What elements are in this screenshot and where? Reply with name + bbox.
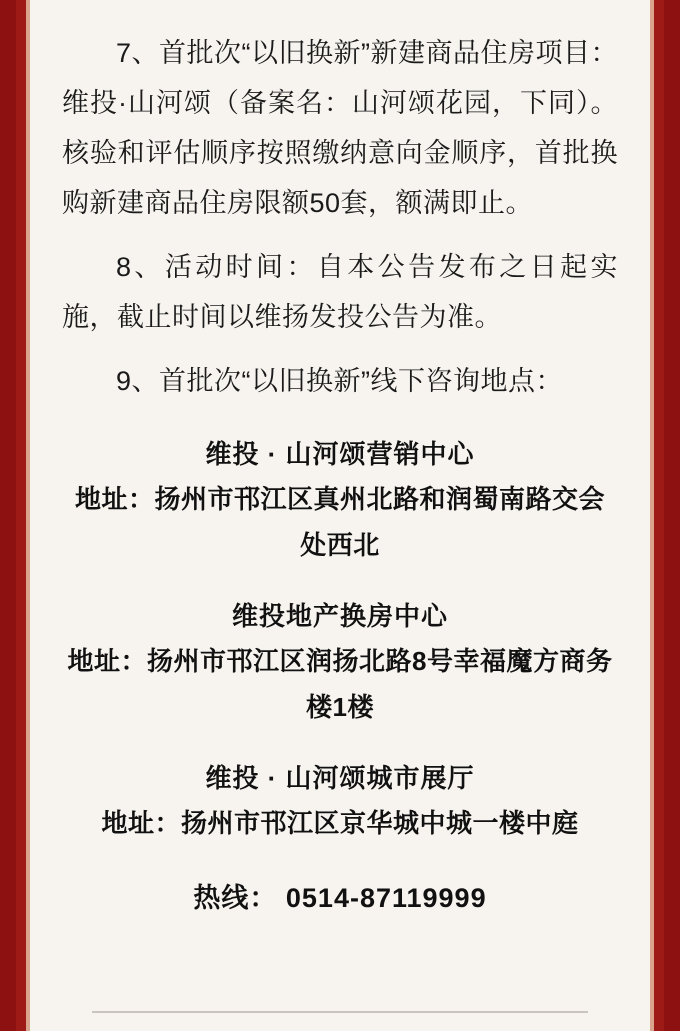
location-block-3 xyxy=(62,756,618,846)
bottom-divider xyxy=(92,1011,588,1013)
location-block-1 xyxy=(62,432,618,568)
location-block-2 xyxy=(62,594,618,730)
location-address: 地址：扬州市邗江区真州北路和润蜀南路交会处西北 xyxy=(74,484,605,560)
location-name: 维投 · 山河颂城市展厅 xyxy=(205,763,475,793)
paragraph-item-8: 8、活动时间：自本公告发布之日起实施，截止时间以维扬发投公告为准。 xyxy=(62,252,618,332)
left-red-border xyxy=(0,0,16,1031)
hotline-text: 热线： 0514-87119999 xyxy=(193,883,487,913)
document-body xyxy=(30,0,650,1031)
paragraph-item-9: 9、首批次“以旧换新”线下咨询地点： xyxy=(116,366,563,396)
paragraph-item-7: 7、首批次“以旧换新”新建商品住房项目：维投·山河颂（备案名：山河颂花园，下同）。核验和评估顺序按照缴纳意向金顺序，首批换购新建商品住房限额50套，额满即止。 xyxy=(62,38,618,218)
location-address: 地址：扬州市邗江区京华城中城一楼中庭 xyxy=(101,808,579,838)
location-address: 地址：扬州市邗江区润扬北路8号幸福魔方商务楼1楼 xyxy=(67,646,613,722)
right-red-border xyxy=(664,0,680,1031)
location-name: 维投 · 山河颂营销中心 xyxy=(205,439,475,469)
location-name: 维投地产换房中心 xyxy=(231,601,448,631)
